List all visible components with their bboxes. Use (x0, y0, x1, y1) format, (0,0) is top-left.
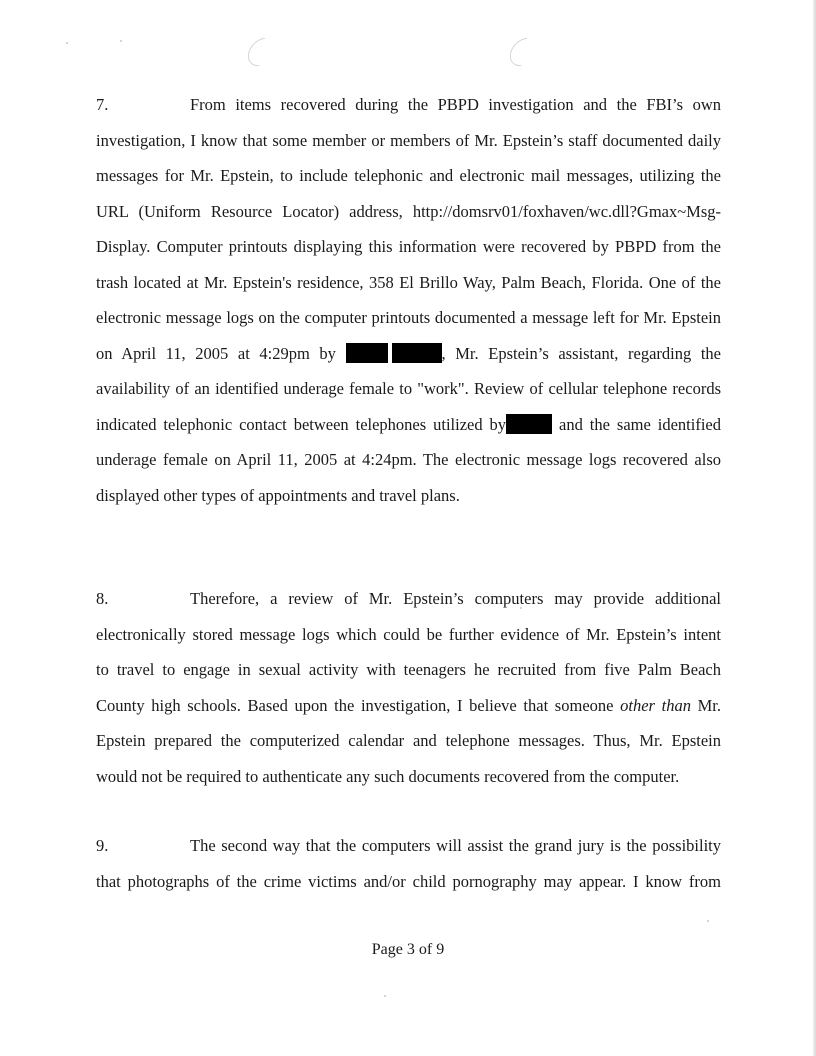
text-line: electronic message logs on the computer printouts documented a message left for Mr. Epstein (96, 308, 721, 327)
text-line: trash located at Mr. Epstein's residence, 358 El Brillo Way, Palm Beach, Florida. One of the (96, 272, 721, 292)
text-line: availability of an identified underage female to "work". Review of cellular telephone records (96, 379, 721, 398)
paragraph-number: 9. (96, 836, 109, 855)
paragraph-8 (96, 581, 721, 794)
paragraph-9 (96, 828, 721, 899)
scan-speck (120, 40, 122, 42)
text-line: to travel to engage in sexual activity with teenagers he recruited from five Palm Beach (96, 660, 721, 679)
text-line: County high schools. Based upon the investigation, I believe that someone other than Mr. (96, 695, 721, 715)
paragraph-number: 8. (96, 589, 109, 608)
page-number: Page 3 of 9 (371, 941, 445, 958)
text-line: displayed other types of appointments and travel plans. (96, 485, 460, 505)
scan-speck (384, 995, 386, 997)
text-line: investigation, I know that some member or members of Mr. Epstein’s staff documented daily (96, 130, 721, 150)
text-line: would not be required to authenticate any such documents recovered from the computer. (96, 766, 680, 786)
text-line: 9. The second way that the computers will assist the grand jury is the possibility (96, 828, 721, 864)
text-line: 8. Therefore, a review of Mr. Epstein’s computers may provide additional (96, 581, 721, 617)
text-line: underage female on April 11, 2005 at 4:24pm. The electronic message logs recovered also (96, 450, 721, 469)
text-line: on April 11, 2005 at 4:29pm by , Mr. Epstein’s assistant, regarding the (96, 343, 721, 363)
text-line: messages for Mr. Epstein, to include telephonic and electronic mail messages, utilizing the (96, 166, 721, 185)
scan-speck (707, 920, 709, 922)
text-line: electronically stored message logs which could be further evidence of Mr. Epstein’s intent (96, 624, 721, 644)
text-line: 7. From items recovered during the PBPD investigation and the FBI’s own (96, 87, 721, 123)
text-line: that photographs of the crime victims and/or child pornography may appear. I know from (96, 871, 721, 891)
paragraph-number: 7. (96, 95, 109, 114)
text-line: Epstein prepared the computerized calendar and telephone messages. Thus, Mr. Epstein (96, 731, 721, 750)
text-line: URL (Uniform Resource Locator) address, http://domsrv01/foxhaven/wc.dll?Gmax~Msg- (96, 201, 721, 221)
redaction-block (506, 414, 552, 434)
text-line: Display. Computer printouts displaying this information were recovered by PBPD from the (96, 237, 721, 256)
scan-artifact (242, 32, 282, 72)
redaction-block (392, 343, 442, 363)
scan-speck (66, 42, 68, 44)
scan-artifact (504, 32, 544, 72)
text-line: indicated telephonic contact between telephones utilized by and the same identified (96, 414, 721, 434)
paragraph-7 (96, 87, 721, 513)
redaction-block (346, 343, 388, 363)
